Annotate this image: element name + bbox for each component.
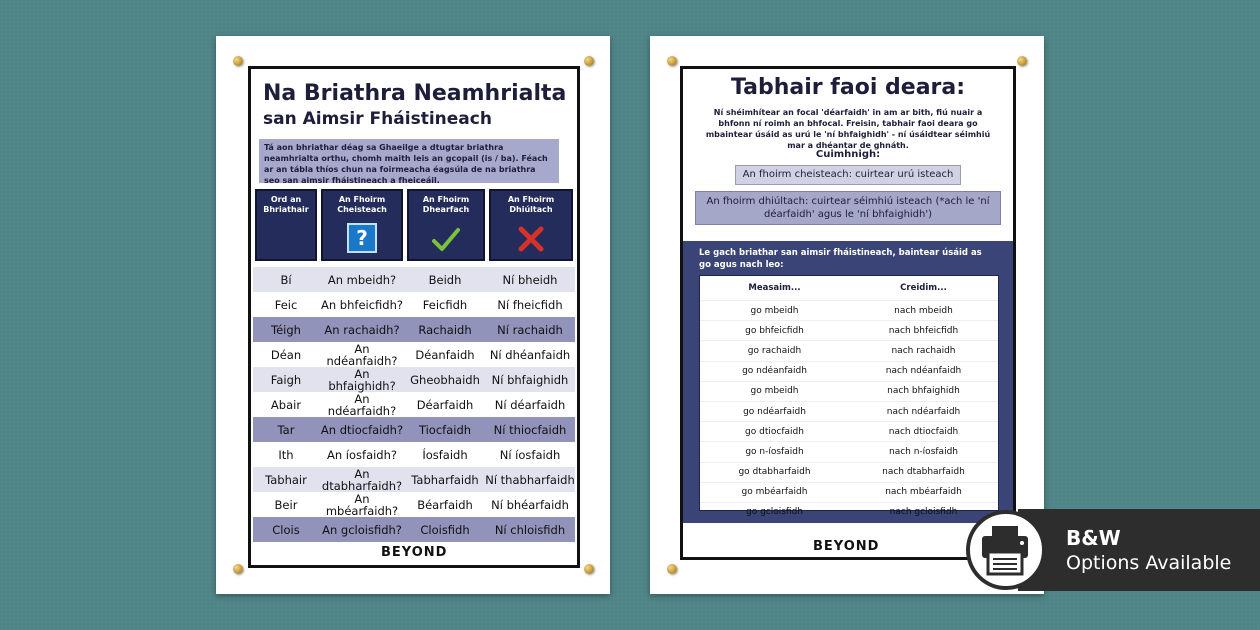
table-cell: Clois (272, 522, 300, 537)
bw-options-badge[interactable] (1018, 509, 1260, 591)
table-cell: An ndéanfaidh? (326, 341, 398, 368)
pin-icon (667, 564, 677, 574)
table-row (700, 482, 998, 502)
table-cell: Béarfaidh (417, 497, 473, 512)
table-row (253, 342, 575, 367)
table-cell: Ní thabharfaidh (485, 472, 575, 487)
left-poster-sheet (216, 36, 610, 594)
table-row (700, 401, 998, 421)
table-cell: go dtiocfaidh (745, 426, 804, 437)
table-header (700, 276, 998, 300)
table-cell: Íosfaidh (422, 447, 468, 462)
question-mark-icon: ? (347, 223, 377, 253)
table-cell: Abair (270, 397, 302, 412)
printer-badge-circle (966, 510, 1046, 590)
table-cell: Déanfaidh (415, 347, 475, 362)
table-cell: An ndéarfaidh? (327, 391, 397, 418)
table-row (700, 502, 998, 522)
pin-icon (233, 564, 243, 574)
table-cell: go mbeidh (750, 305, 799, 316)
table-cell: An dtabharfaidh? (321, 466, 403, 493)
table-cell: go ndéarfaidh (743, 406, 806, 417)
remember-label: Cuimhnigh: (815, 149, 881, 160)
table-cell: Ní íosfaidh (499, 447, 561, 462)
table-cell: An íosfaidh? (326, 447, 398, 462)
go-nach-table (699, 275, 999, 518)
table-cell: go mbeidh (750, 386, 799, 397)
header-label: Ord an Bhriathair (263, 195, 309, 214)
table-cell: nach n-íosfaidh (889, 446, 958, 457)
table-row (700, 381, 998, 401)
table-cell: An gcloisfidh? (322, 522, 402, 537)
pin-icon (667, 56, 677, 66)
table-row (700, 421, 998, 441)
table-cell: Beir (274, 497, 298, 512)
table-row (253, 317, 575, 342)
table-cell: Feic (274, 297, 298, 312)
check-mark-icon (431, 227, 461, 253)
left-poster (248, 66, 580, 568)
table-cell: nach gcloisfidh (889, 507, 958, 518)
table-cell: Faigh (270, 372, 302, 387)
beyond-logo: BEYOND (813, 539, 880, 554)
right-poster-sheet (650, 36, 1044, 594)
right-poster (680, 66, 1016, 560)
header-question (321, 189, 403, 261)
cross-mark-icon (517, 225, 545, 253)
poster-title: Na Briathra Neamhrialta (263, 81, 567, 106)
table-row (253, 292, 575, 317)
verb-table (253, 267, 575, 542)
table-cell: Beidh (428, 272, 462, 287)
table-cell: nach bhfaighidh (887, 386, 960, 397)
table-cell: go ndéanfaidh (742, 366, 807, 377)
table-row (700, 300, 998, 320)
table-cell: Ní dhéanfaidh (489, 347, 571, 362)
header-verb (255, 189, 317, 261)
table-cell: An rachaidh? (324, 322, 400, 337)
table-row (253, 267, 575, 292)
table-cell: Cloisfidh (420, 522, 470, 537)
panel-text: Le gach briathar san aimsir fháistineach, baintear úsáid as go agus nach leo: (699, 248, 982, 270)
table-cell: go bhfeicfidh (745, 325, 804, 336)
table-cell: Ní bheidh (502, 272, 558, 287)
table-row (253, 492, 575, 517)
table-cell: Ní rachaidh (497, 322, 563, 337)
table-cell: Gheobhaidh (410, 372, 480, 387)
table-cell: go rachaidh (747, 345, 802, 356)
go-nach-panel (683, 241, 1013, 523)
table-cell: Tabharfaidh (411, 472, 479, 487)
table-cell: An mbéarfaidh? (325, 491, 399, 518)
column-header: Measaim... (748, 283, 801, 293)
table-row (700, 340, 998, 360)
intro-text: Ní shéimhítear an focal 'déarfaidh' in am ar bith, fiú nuair a bhfonn ní roimh an bhfocal. Freisin, tabhair faoi deara go mbaintear úsáid as urú le 'ní bhfaighidh' - ní úsáidtear séimhiú mar a dhéantar de ghnáth. (705, 108, 991, 150)
table-cell: Ní bhéarfaidh (491, 497, 569, 512)
table-cell: Ní fheicfidh (497, 297, 563, 312)
badge-title: B&W (1066, 526, 1121, 550)
table-row (700, 441, 998, 461)
table-cell: go n-íosfaidh (745, 446, 804, 457)
table-cell: Ní chloisfidh (494, 522, 566, 537)
table-cell: go dtabharfaidh (738, 467, 811, 478)
table-cell: nach mbeidh (894, 305, 953, 316)
badge-subtitle: Options Available (1066, 552, 1232, 574)
header-label: An Fhoirm Cheisteach (337, 195, 387, 214)
table-cell: Feicfidh (422, 297, 468, 312)
table-cell: Tiocfaidh (418, 422, 472, 437)
header-label: An Fhoirm Dhearfach (422, 195, 470, 214)
table-row (700, 320, 998, 340)
table-cell: nach rachaidh (891, 345, 956, 356)
table-cell: Ní déarfaidh (494, 397, 566, 412)
table-cell: nach dtiocfaidh (888, 426, 959, 437)
table-row (253, 367, 575, 392)
header-positive (407, 189, 485, 261)
beyond-logo: BEYOND (381, 545, 448, 560)
table-cell: nach ndéarfaidh (886, 406, 961, 417)
table-cell: Tabhair (265, 472, 307, 487)
pin-icon (233, 56, 243, 66)
table-cell: Déan (270, 347, 302, 362)
table-row (253, 467, 575, 492)
table-cell: go gcloisfidh (745, 507, 804, 518)
pin-icon (1017, 56, 1027, 66)
intro-text: Tá aon bhriathar déag sa Ghaeilge a dtugtar briathra neamhrialta orthu, chomh maith leis an gcopail (is / ba). Féach ar an tábla thíos chun na foirmeacha éagsúla de na briathra seo san aimsir fháistineach a fheiceáil. (259, 139, 559, 183)
table-cell: nach dtabharfaidh (882, 467, 965, 478)
table-row (253, 442, 575, 467)
table-cell: Ní thiocfaidh (493, 422, 567, 437)
table-cell: Tar (277, 422, 295, 437)
table-cell: go mbéarfaidh (741, 487, 808, 498)
table-cell: nach ndéanfaidh (885, 366, 962, 377)
table-row (700, 462, 998, 482)
table-cell: nach mbéarfaidh (885, 487, 962, 498)
table-cell: Ní bhfaighidh (491, 372, 569, 387)
table-cell: An bhfaighidh? (328, 366, 396, 393)
table-cell: An mbeidh? (327, 272, 397, 287)
table-row (253, 392, 575, 417)
pin-icon (584, 564, 594, 574)
pin-icon (584, 56, 594, 66)
header-negative (489, 189, 573, 261)
table-row (700, 361, 998, 381)
table-row (253, 417, 575, 442)
header-label: An Fhoirm Dhiúltach (507, 195, 555, 214)
table-cell: An bhfeicfidh? (321, 297, 403, 312)
table-cell: nach bhfeicfidh (888, 325, 959, 336)
printer-icon (974, 520, 1038, 580)
table-cell: Téigh (271, 322, 301, 337)
rule-negative-form: An fhoirm dhiúltach: cuirtear séimhiú isteach (*ach le 'ní déarfaidh' agus le 'ní bhfaighidh') (695, 191, 1001, 225)
poster-title: Tabhair faoi deara: (730, 75, 966, 100)
rule-question-form: An fhoirm cheisteach: cuirtear urú isteach (735, 165, 961, 185)
table-row (253, 517, 575, 542)
table-cell: Déarfaidh (416, 397, 474, 412)
column-header: Creidim... (900, 283, 947, 293)
poster-subtitle: san Aimsir Fháistineach (263, 109, 492, 129)
table-cell: An dtiocfaidh? (320, 422, 404, 437)
table-cell: Bí (280, 272, 292, 287)
table-cell: Rachaidh (418, 322, 472, 337)
table-cell: Ith (278, 447, 294, 462)
